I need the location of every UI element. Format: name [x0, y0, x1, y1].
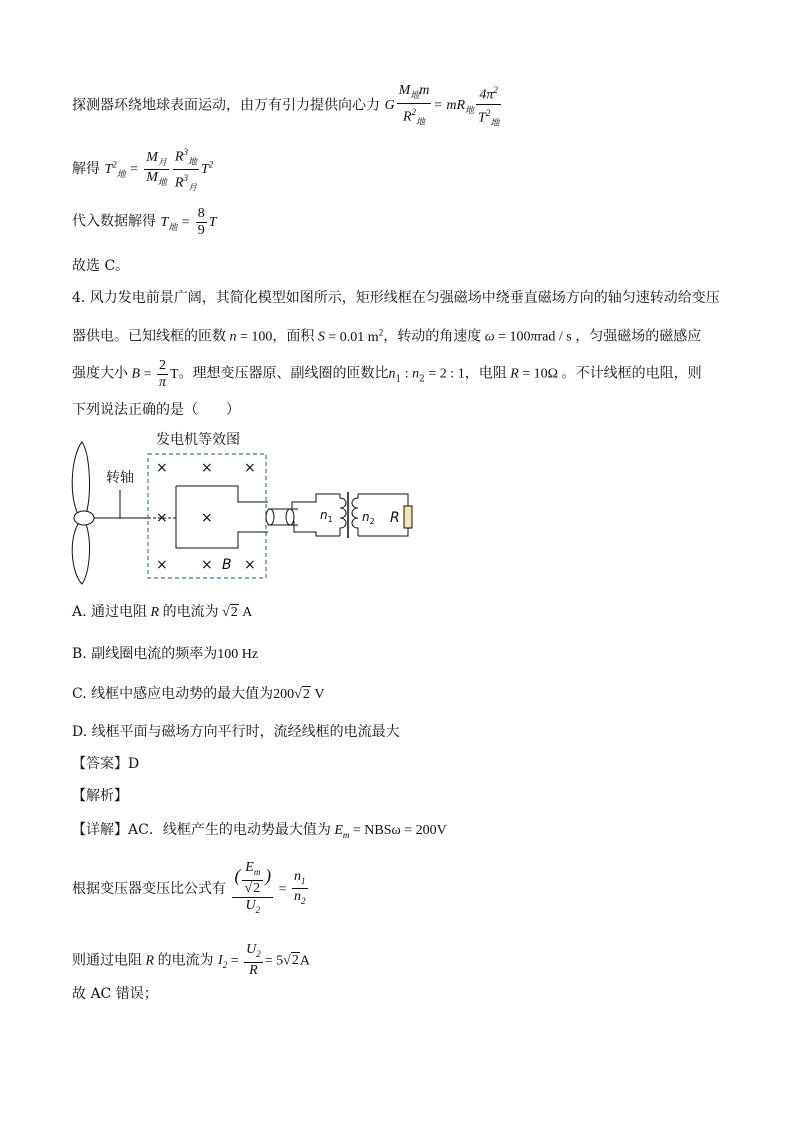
windmill-icon [72, 442, 148, 584]
question-4-line-1: 4. 风力发电前景广阔，其简化模型如图所示，矩形线框在匀强磁场中绕垂直磁场方向的轴匀速转动给变压 [72, 290, 720, 306]
generator-diagram [68, 424, 428, 588]
question-4-line-3: 强度大小 B = $\frac{2}{\pi}$ T。理想变压器原、副线圈的匝数比$n_1$ : $n_2 = 2$ : 1，电阻 R = 10Ω 。不计线框的电阻，则 [72, 358, 702, 390]
transformer-ratio-equation: ( $\frac{E_m}{√2}$ ) $U_2$ [234, 860, 272, 915]
equation-gravity: G $\frac{M_地m}{R^2_地}$ = $mR_地$ $\frac{4\pi^2}{T^2_地}$ [384, 82, 500, 128]
answer-line: 【答案】D [72, 756, 140, 772]
option-b: B. 副线圈电流的频率为100 Hz [72, 646, 259, 662]
question-4-line-2: 器供电。已知线框的匝数 n = 100，面积 S = 0.01 $m^2$，转动的角速度 ω = 100πrad / s ，匀强磁场的磁感应 [72, 327, 702, 345]
svg-text:×: × [156, 557, 168, 573]
equation-period-ratio: $T^2_地$ = $\frac{M_月}{M_地}$ $\frac{R^3_地}{R^3_月}$ $T^2$ [104, 162, 213, 177]
svg-text:×: × [201, 510, 213, 526]
axis-label: 转轴 [106, 470, 134, 486]
resistor-r [404, 506, 412, 528]
solution-line-1: 探测器环绕地球表面运动，由万有引力提供向心力 G $\frac{M_地m}{R^2_地}$ = $mR_地$ $\frac{4\pi^2}{T^2_地}$ [72, 82, 503, 130]
svg-text:×: × [244, 460, 256, 476]
figure-title: 发电机等效图 [156, 432, 240, 448]
svg-text:×: × [156, 460, 168, 476]
option-c: C. 线框中感应电动势的最大值为200√2 V [72, 686, 325, 702]
solution-line-3: 代入数据解得 $T_地$ = $\frac{8}{9}$ T [72, 206, 217, 238]
detail-line-4: 故 AC 错误； [72, 986, 158, 1002]
label-n1: $n_1$ [320, 508, 333, 524]
label-n2: $n_2$ [362, 510, 375, 526]
detail-line-1: 【详解】AC．线框产生的电动势最大值为 $E_m = NBS\omega = 200V$ [72, 822, 447, 840]
coil-frame [148, 486, 340, 548]
detail-line-2: 根据变压器变压比公式有 ( $\frac{E_m}{√2}$ ) $U_2$ = $\frac{n_1}{n_2}$ [72, 860, 310, 918]
svg-text:×: × [201, 460, 213, 476]
detail-line-3: 则通过电阻 R 的电流为 $I_2$ = $\frac{U_2}{R}$ = 5√2A [72, 942, 310, 978]
analysis-label: 【解析】 [72, 788, 128, 804]
option-a: A. 通过电阻 R 的电流为 √2 A [72, 604, 253, 620]
field-crosses [156, 460, 256, 573]
svg-text:×: × [244, 557, 256, 573]
label-r: R [390, 510, 400, 526]
question-4-line-4: 下列说法正确的是（ ） [72, 402, 240, 418]
transformer [340, 492, 412, 538]
svg-text:×: × [156, 510, 168, 526]
field-label-b: B [222, 557, 232, 573]
solution-line-2: 解得 $T^2_地$ = $\frac{M_月}{M_地}$ $\frac{R^3_地}{R^3_月}$ $T^2$ [72, 144, 213, 196]
choice-statement: 故选 C。 [72, 258, 130, 274]
svg-text:×: × [201, 557, 213, 573]
equation-result: $T_地$ = $\frac{8}{9}$ T [160, 206, 217, 238]
option-d: D. 线框平面与磁场方向平行时，流经线框的电流最大 [72, 724, 400, 740]
